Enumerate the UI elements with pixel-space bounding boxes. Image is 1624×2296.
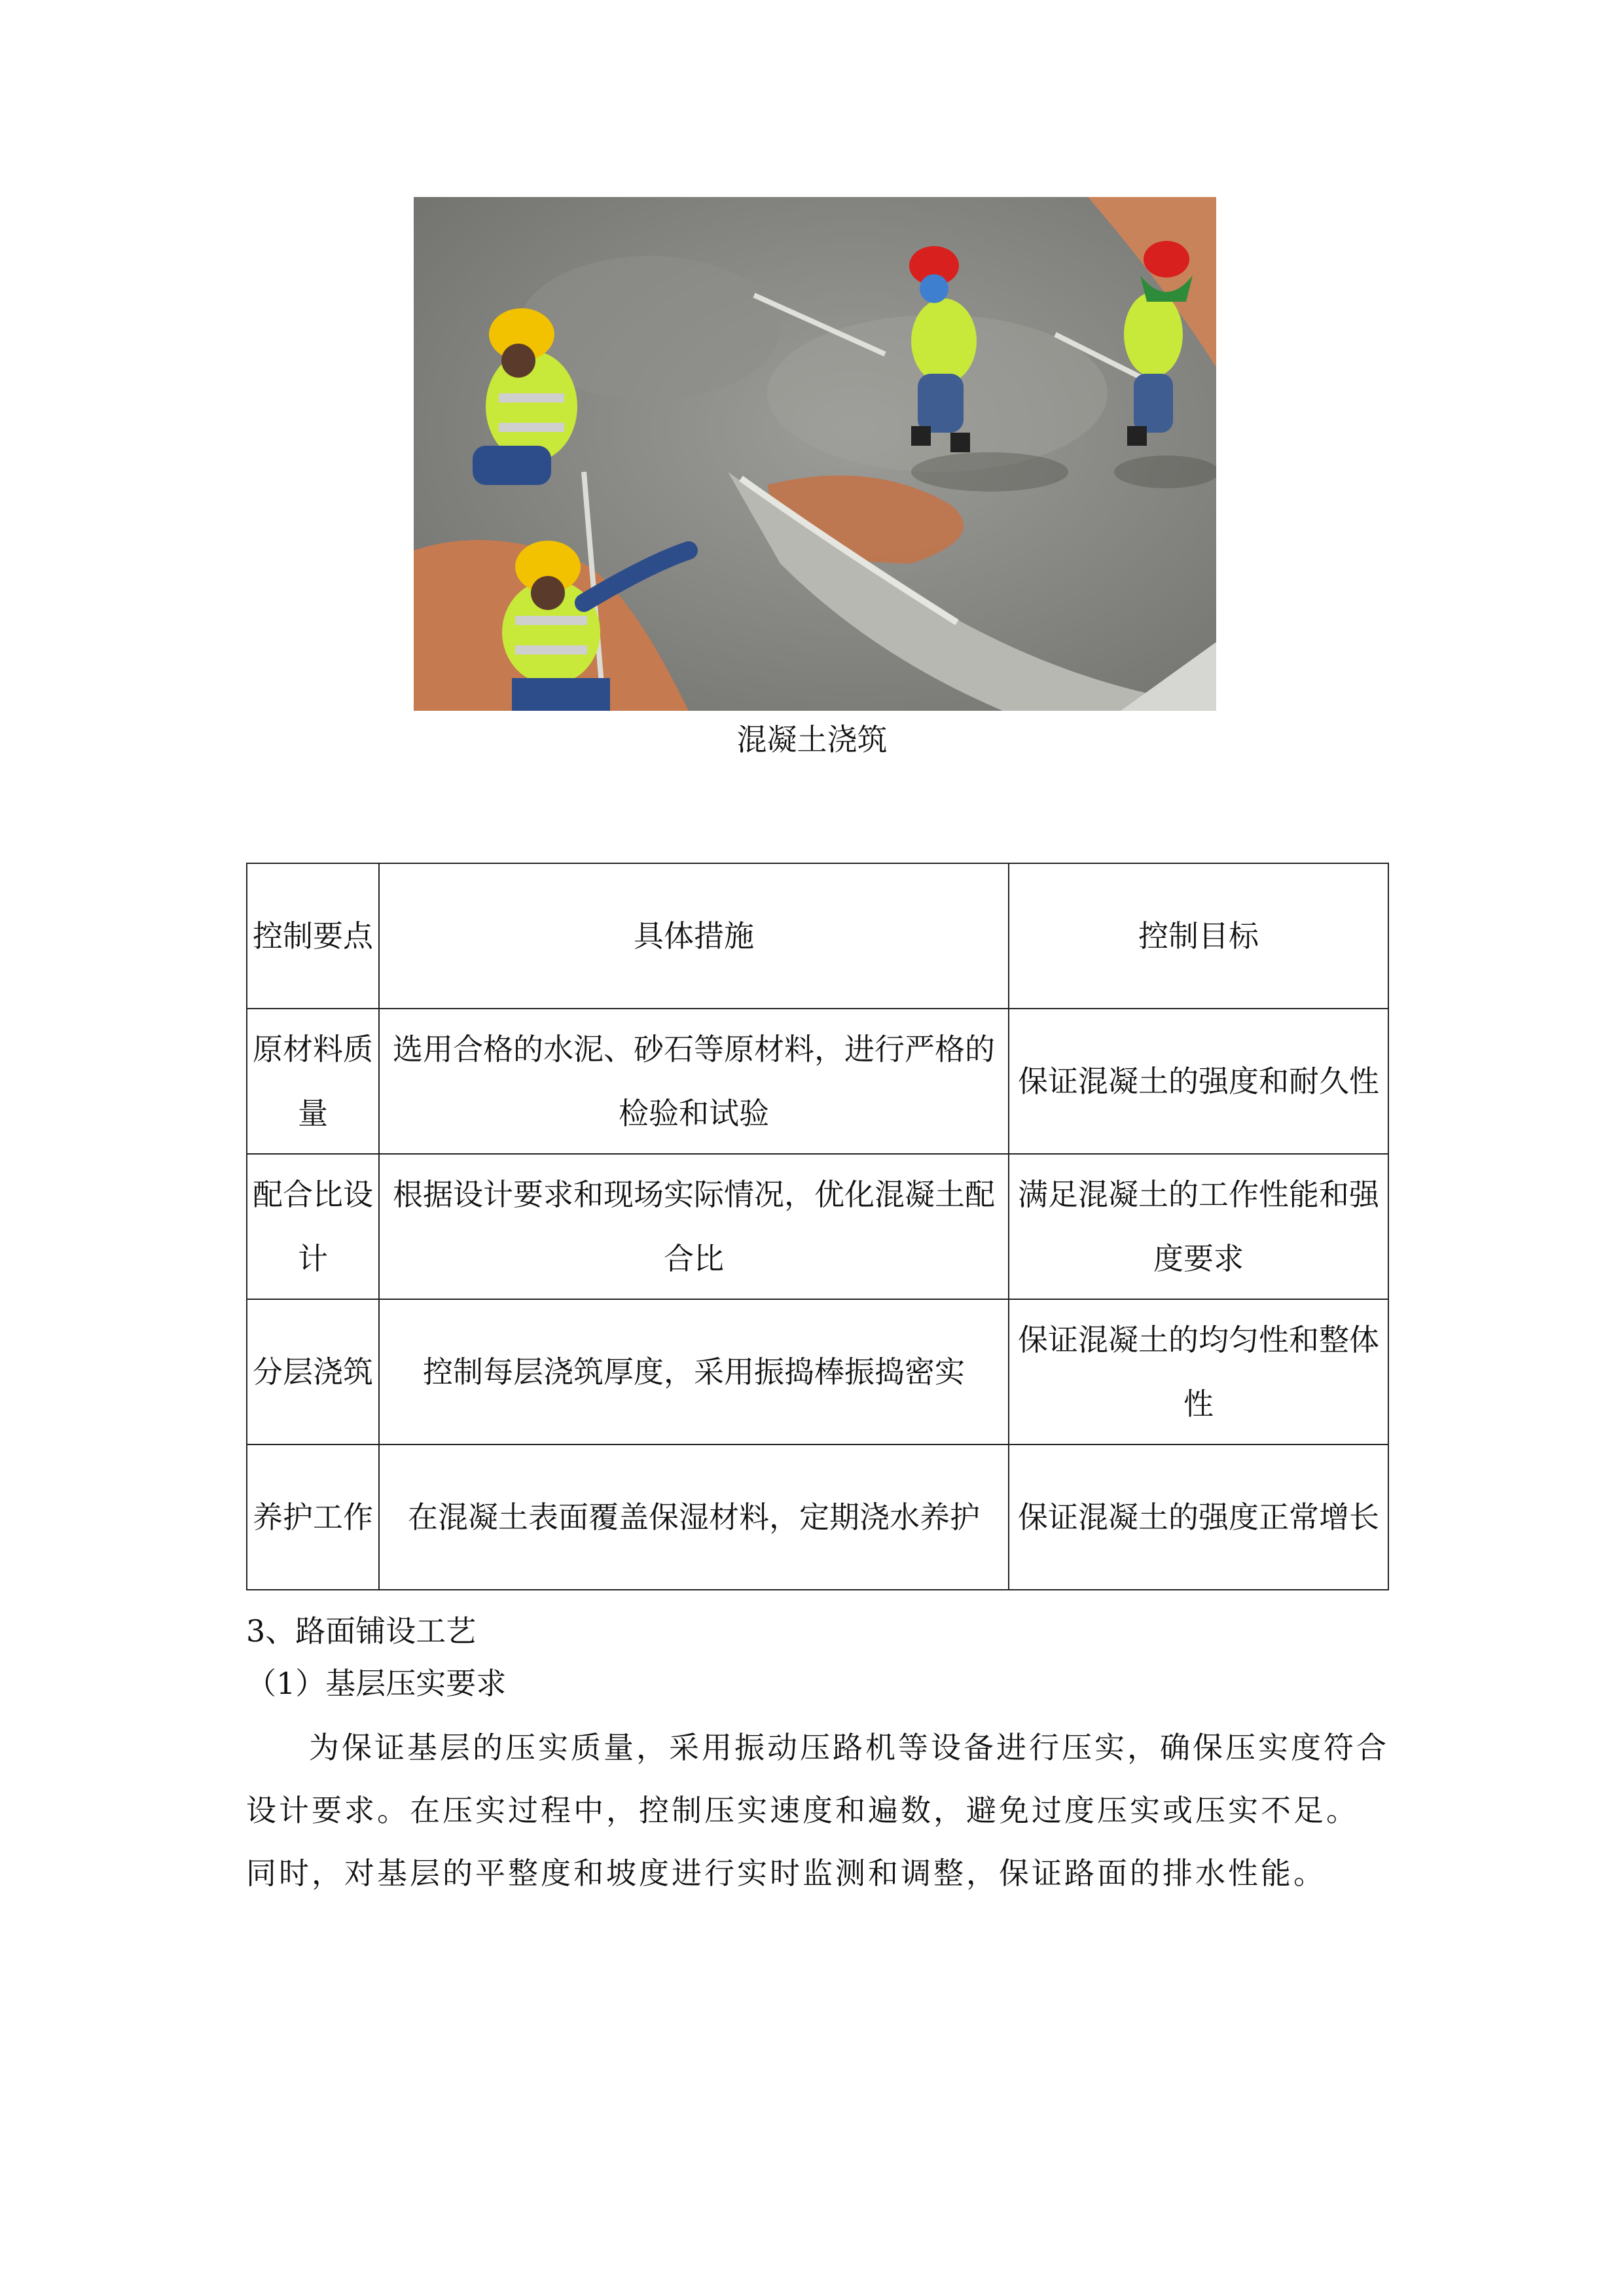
figure-caption: 混凝土浇筑 [736, 722, 888, 757]
table-header-cell: 控制目标 [1009, 863, 1388, 1009]
control-points-table [246, 863, 1389, 1590]
concrete-pouring-photo [414, 197, 1216, 711]
table-cell: 满足混凝土的工作性能和强度要求 [1009, 1154, 1388, 1299]
concrete-pouring-illustration [414, 197, 1216, 711]
section-heading: 3、路面铺设工艺 [246, 1613, 477, 1649]
table-cell: 选用合格的水泥、砂石等原材料，进行严格的检验和试验 [379, 1009, 1009, 1154]
table-cell: 配合比设计 [247, 1154, 379, 1299]
subsection-heading: （1）基层压实要求 [246, 1666, 507, 1701]
table-cell: 分层浇筑 [247, 1299, 379, 1444]
table-cell: 保证混凝土的强度正常增长 [1009, 1444, 1388, 1590]
table-cell: 控制每层浇筑厚度，采用振捣棒振捣密实 [379, 1299, 1009, 1444]
table-row [247, 1154, 1388, 1299]
table-header-cell: 控制要点 [247, 863, 379, 1009]
table-cell: 保证混凝土的均匀性和整体性 [1009, 1299, 1388, 1444]
table-cell: 保证混凝土的强度和耐久性 [1009, 1009, 1388, 1154]
table-cell: 根据设计要求和现场实际情况，优化混凝土配合比 [379, 1154, 1009, 1299]
table-row [247, 1444, 1388, 1590]
table-row [247, 1009, 1388, 1154]
table-cell: 养护工作 [247, 1444, 379, 1590]
table-header-row [247, 863, 1388, 1009]
table-cell: 在混凝土表面覆盖保湿材料，定期浇水养护 [379, 1444, 1009, 1590]
body-paragraph: 为保证基层的压实质量，采用振动压路机等设备进行压实，确保压实度符合设计要求。在压实过程中，控制压实速度和遍数，避免过度压实或压实不足。同时，对基层的平整度和坡度进行实时监测和调整，保证路面的排水性能。 [246, 1730, 1389, 1891]
table-header-cell: 具体措施 [379, 863, 1009, 1009]
table-row [247, 1299, 1388, 1444]
table-cell: 原材料质量 [247, 1009, 379, 1154]
